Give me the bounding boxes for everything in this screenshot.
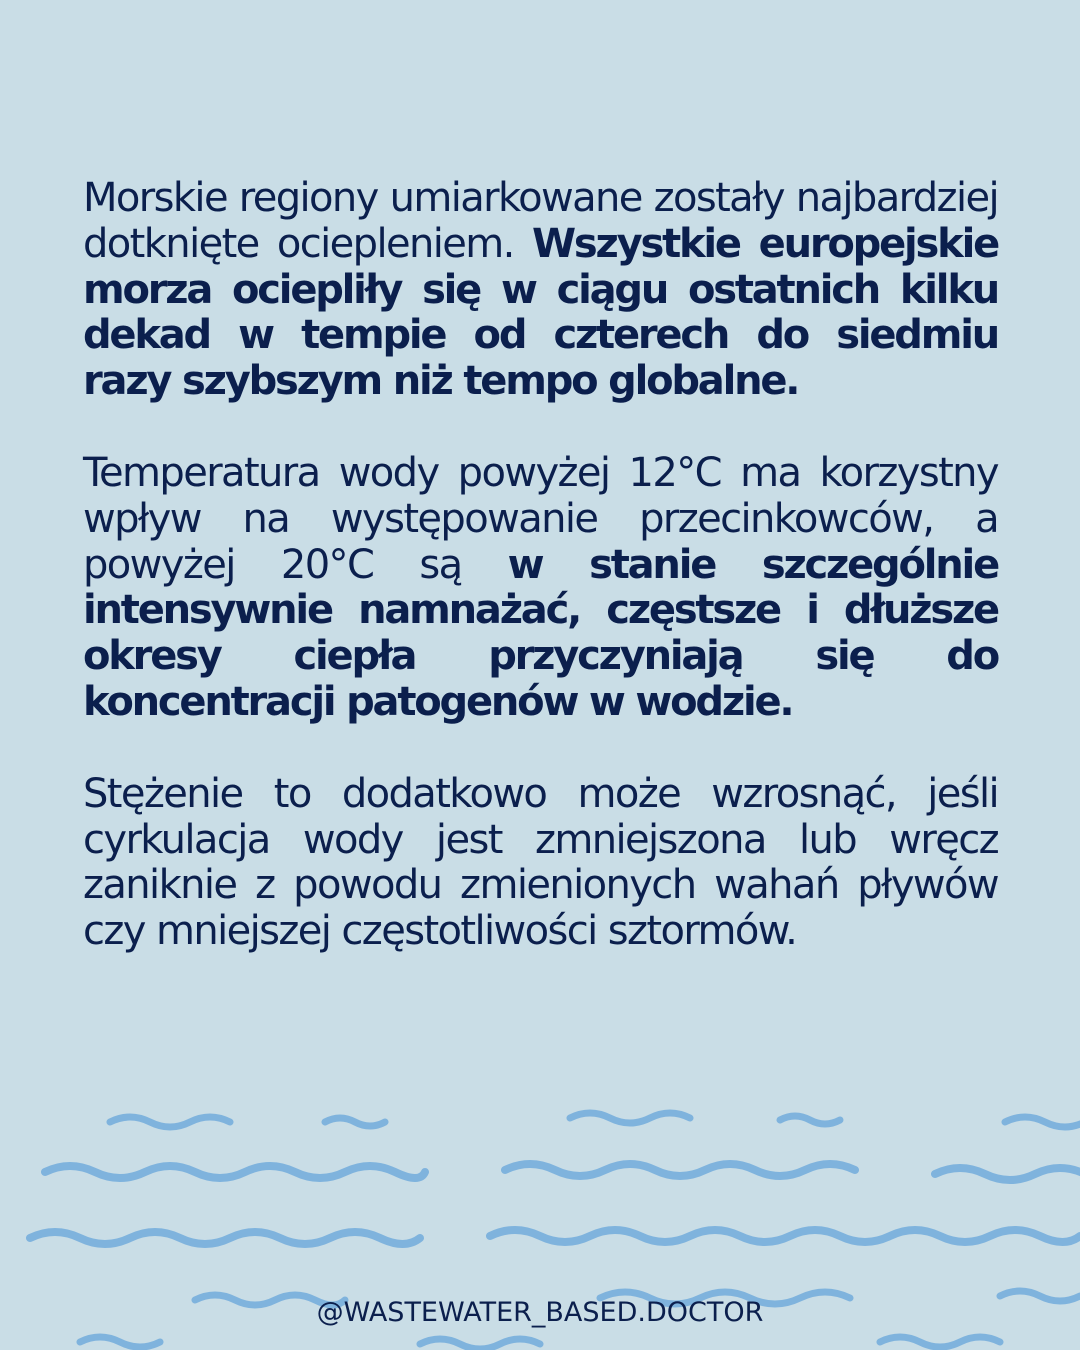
paragraph-2-text: Temperatura wody powyżej 12°C ma korzystny wpływ na występowanie przecinkowców, a powyżej 20°C są	[83, 449, 998, 588]
paragraph-2-bold: w stanie szczególnie intensywnie namnażać, częstsze i dłuższe okresy ciepła przyczyniają się do koncentracji patogenów w wodzie.	[83, 541, 998, 725]
paragraph-3	[83, 772, 998, 955]
paragraph-1-bold: Wszystkie europejskie morza ociepliły się w ciągu ostatnich kilku dekad w tempie od czterech do siedmiu razy szybszym niż tempo globalne.	[83, 220, 999, 405]
article-text	[83, 176, 998, 1001]
paragraph-3-text: Stężenie to dodatkowo może wzrosnąć, jeśli cyrkulacja wody jest zmniejszona lub wręcz zaniknie z powodu zmienionych wahań pływów czy mniejszej częstotliwości sztormów.	[83, 770, 998, 955]
footer-handle: @WASTEWATER_BASED.DOCTOR	[316, 1297, 764, 1328]
paragraph-1-text: Morskie regiony umiarkowane zostały najbardziej dotknięte ociepleniem.	[83, 175, 998, 267]
paragraph-1	[83, 176, 998, 405]
paragraph-2	[83, 451, 998, 726]
